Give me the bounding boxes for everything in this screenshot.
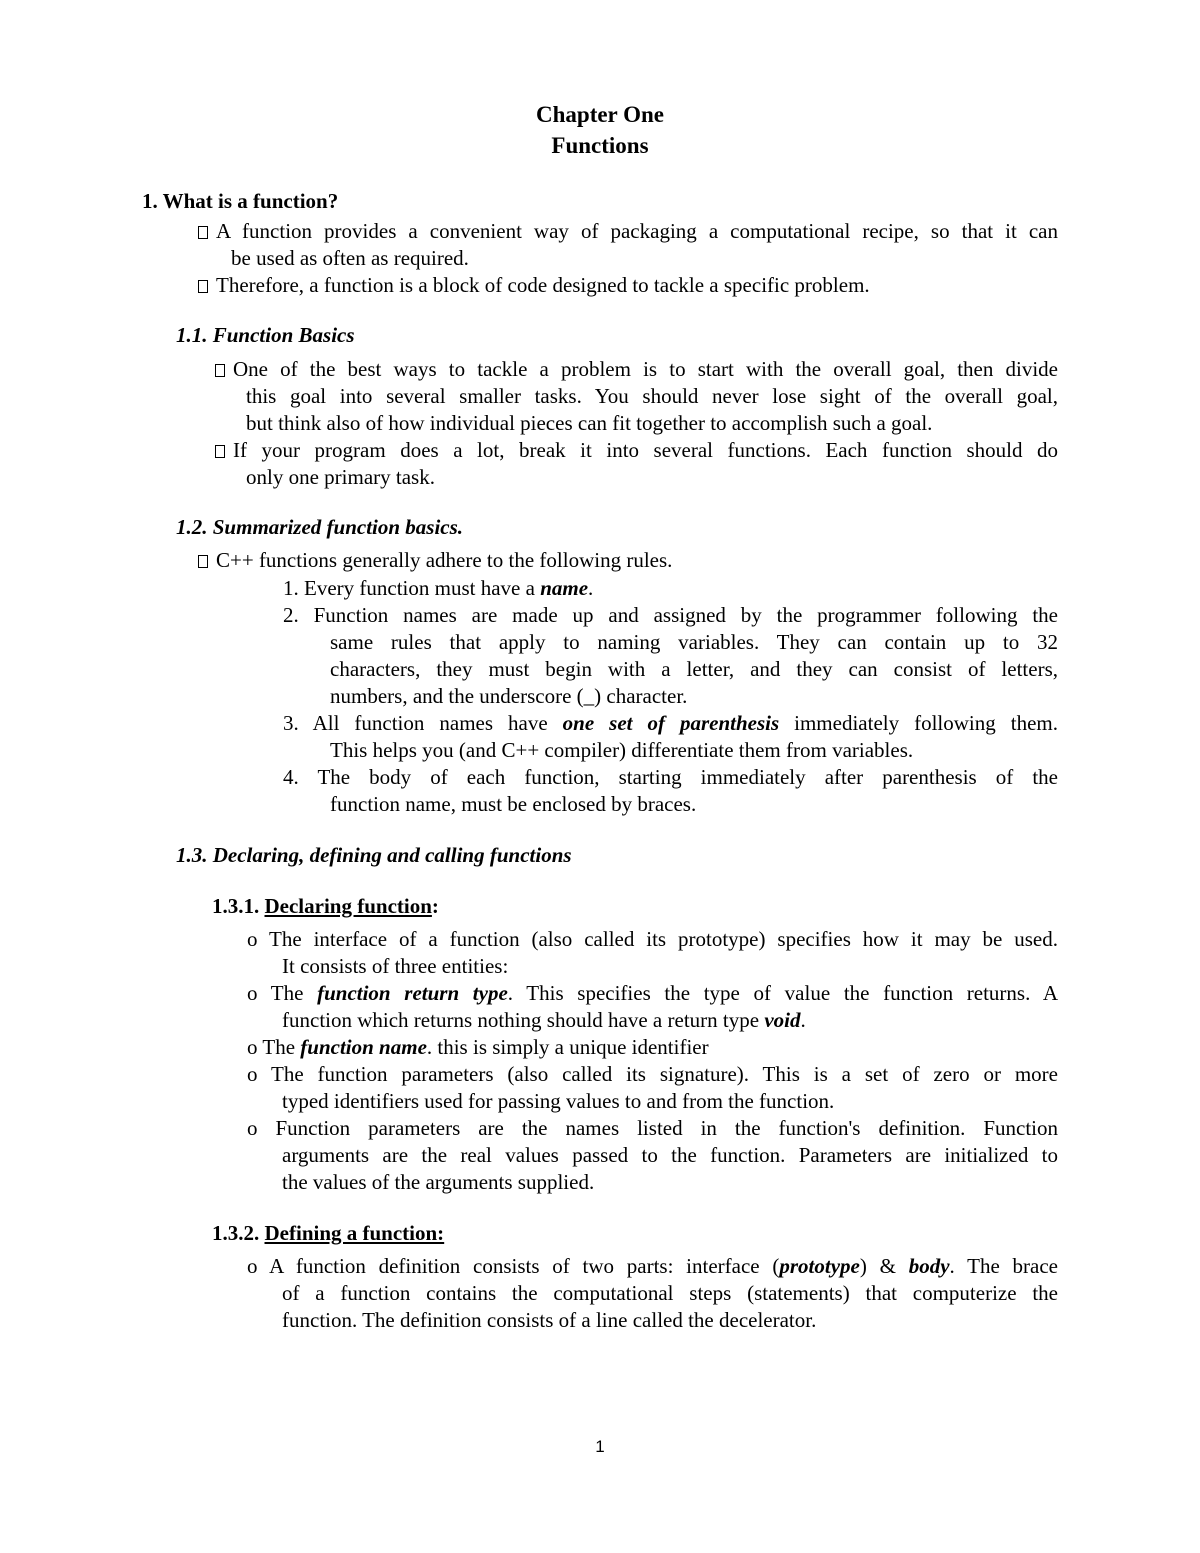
bullet-line: of a function contains the computational steps (statements) that computerize the: [282, 1281, 1058, 1305]
list-item-text: 3. All function names have: [283, 711, 563, 735]
emphasis-text: body: [908, 1254, 950, 1278]
bullet-box-icon: [215, 364, 225, 377]
bullet-box-icon: [215, 445, 225, 458]
bullet-line: ) &: [859, 1254, 909, 1278]
bullet-text: [198, 221, 1058, 242]
chapter-title: Chapter One: [536, 102, 664, 127]
list-item-line: function name, must be enclosed by braces.: [330, 792, 697, 816]
bullet-text: [215, 440, 1058, 461]
heading-colon: :: [431, 894, 439, 918]
bullet-line: . this is simply a unique identifier: [426, 1035, 709, 1059]
bullet-line: A function provides a convenient way of packaging a computational recipe, so that it can: [216, 219, 1058, 243]
bullet-line: o The: [247, 981, 318, 1005]
bullet-line: function which returns nothing should have a return type: [282, 1008, 765, 1032]
bullet-line: this goal into several smaller tasks. You should never lose sight of the overall goal,: [246, 384, 1058, 408]
list-item-line: same rules that apply to naming variables. They can contain up to 32: [330, 630, 1058, 654]
bullet-text: o The function parameters (also called its signature). This is a set of zero or more: [247, 1062, 1058, 1086]
subsection-heading: 1.1. Function Basics: [176, 323, 355, 347]
list-item-line: This helps you (and C++ compiler) differentiate them from variables.: [330, 738, 914, 762]
list-item: 2. Function names are made up and assigned by the programmer following the: [283, 603, 1058, 627]
subsection-heading: 1.2. Summarized function basics.: [176, 515, 464, 539]
bullet-text: [247, 1256, 1058, 1277]
bullet-line: be used as often as required.: [231, 246, 469, 270]
bullet-box-icon: [198, 226, 208, 239]
list-item: [283, 578, 593, 599]
emphasis-text: prototype: [779, 1254, 860, 1278]
bullet-line: If your program does a lot, break it into several functions. Each function should do: [233, 438, 1058, 462]
bullet-line: Therefore, a function is a block of code designed to tackle a specific problem.: [216, 273, 870, 297]
bullet-text: [215, 359, 1058, 380]
bullet-text: [198, 550, 672, 571]
heading-number: 1.3.1.: [212, 894, 265, 918]
bullet-text: [247, 1037, 709, 1058]
list-item: 4. The body of each function, starting immediately after parenthesis of the: [283, 765, 1058, 789]
chapter-subtitle: Functions: [551, 133, 649, 158]
heading-title: Declaring function: [264, 894, 432, 918]
bullet-line: typed identifiers used for passing values to and from the function.: [282, 1089, 835, 1113]
bullet-line: C++ functions generally adhere to the following rules.: [216, 548, 673, 572]
list-item-line: numbers, and the underscore (_) character.: [330, 684, 688, 708]
bullet-text: o The interface of a function (also called its prototype) specifies how it may be used.: [247, 927, 1058, 951]
heading-title: Defining a function:: [264, 1221, 445, 1245]
list-item: [283, 713, 1058, 734]
bullet-line: [282, 1010, 806, 1031]
list-item-line: characters, they must begin with a letter, and they can consist of letters,: [330, 657, 1058, 681]
bullet-box-icon: [198, 280, 208, 293]
subsubsection-heading: [212, 896, 439, 917]
subsection-heading: 1.3. Declaring, defining and calling functions: [176, 843, 572, 867]
emphasis-text: name: [540, 576, 589, 600]
bullet-text: o Function parameters are the names listed in the function's definition. Function: [247, 1116, 1058, 1140]
bullet-text: [198, 275, 870, 296]
bullet-line: the values of the arguments supplied.: [282, 1170, 595, 1194]
bullet-line: o The: [247, 1035, 301, 1059]
bullet-line: only one primary task.: [246, 465, 435, 489]
bullet-line: function. The definition consists of a line called the decelerator.: [282, 1308, 817, 1332]
bullet-line: . The brace: [949, 1254, 1058, 1278]
bullet-line: It consists of three entities:: [282, 954, 509, 978]
page-number: 1: [595, 1437, 605, 1456]
section-heading: 1. What is a function?: [142, 189, 339, 213]
subsubsection-heading: [212, 1223, 444, 1244]
bullet-line: but think also of how individual pieces can fit together to accomplish such a goal.: [246, 411, 933, 435]
bullet-line: One of the best ways to tackle a problem is to start with the overall goal, then divide: [233, 357, 1058, 381]
emphasis-text: function return type: [317, 981, 508, 1005]
list-item-text: .: [588, 576, 594, 600]
list-item-text: immediately following them.: [779, 711, 1058, 735]
heading-number: 1.3.2.: [212, 1221, 265, 1245]
list-item-text: 1. Every function must have a: [283, 576, 541, 600]
bullet-line: . This specifies the type of value the function returns. A: [507, 981, 1058, 1005]
bullet-line: arguments are the real values passed to the function. Parameters are initialized to: [282, 1143, 1058, 1167]
emphasis-text: void: [764, 1008, 801, 1032]
bullet-box-icon: [198, 555, 208, 568]
emphasis-text: one set of parenthesis: [562, 711, 780, 735]
bullet-text: [247, 983, 1058, 1004]
emphasis-text: function name: [300, 1035, 427, 1059]
bullet-line: o A function definition consists of two parts: interface (: [247, 1254, 780, 1278]
bullet-line: .: [800, 1008, 806, 1032]
